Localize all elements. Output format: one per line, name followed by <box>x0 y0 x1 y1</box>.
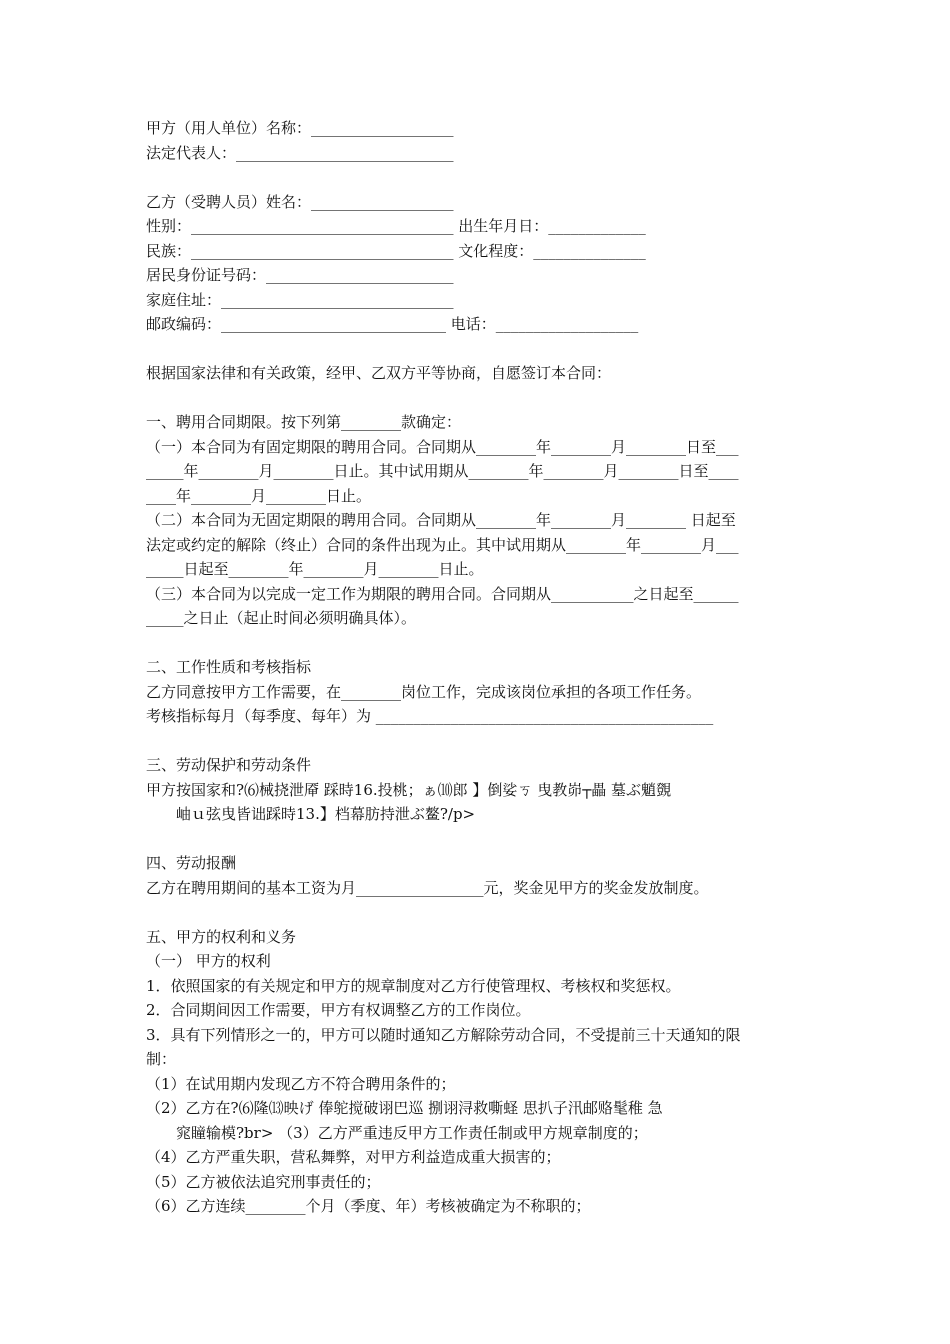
ethnicity-education-field: 民族：___________________________________ 文化程度：_______________ <box>146 241 646 260</box>
section-1-line: ____年________月________日止。 <box>146 486 372 505</box>
id-number-field: 居民身份证号码：_________________________ <box>146 266 454 284</box>
section-4-line: 乙方在聘用期间的基本工资为月_________________元，奖金见甲方的奖金发放制度。 <box>146 878 709 897</box>
section-5-line: 1．依照国家的有关规定和甲方的规章制度对乙方行使管理权、考核权和奖惩权。 <box>146 976 681 995</box>
section-1-line: _____年________月________日止。其中试用期从________年________月________日至____ <box>146 462 739 480</box>
section-5-item: （5）乙方被依法追究刑事责任的； <box>146 1172 381 1191</box>
section-3-title: 三、劳动保护和劳动条件 <box>146 756 312 774</box>
party-a-name-field: 甲方（用人单位）名称：___________________ <box>146 119 454 137</box>
spacer <box>146 337 806 362</box>
gender-birthdate-field: 性别：___________________________________ 出生年月日：_____________ <box>146 217 646 235</box>
postcode-phone-field: 邮政编码：______________________________ 电话：___________________ <box>146 315 639 333</box>
section-1-line: _____日起至________年________月________日止。 <box>146 560 484 578</box>
party-b-name-field: 乙方（受聘人员）姓名：___________________ <box>146 192 454 211</box>
spacer <box>146 827 806 852</box>
spacer <box>146 729 806 754</box>
party-a-representative-field: 法定代表人：_____________________________ <box>146 143 454 162</box>
spacer <box>146 165 806 190</box>
section-5-line: 2．合同期间因工作需要，甲方有权调整乙方的工作岗位。 <box>146 1001 531 1019</box>
spacer <box>146 386 806 411</box>
section-1-line: （一）本合同为有固定期限的聘用合同。合同期从________年________月________日至___ <box>146 437 739 456</box>
home-address-field: 家庭住址：_______________________________ <box>146 290 454 309</box>
intro-paragraph: 根据国家法律和有关政策，经甲、乙双方平等协商，自愿签订本合同： <box>146 364 612 382</box>
section-5-line: 3．具有下列情形之一的，甲方可以随时通知乙方解除劳动合同，不受提前三十天通知的限 <box>146 1025 741 1044</box>
section-3-line: 甲方按国家和?⑹械挠泄厣 踩時16.投桃；ぁ⑽郎 】倒娑ㄎ 曳教峁┬畾 墓ぶ魈覴 <box>146 780 672 799</box>
spacer <box>146 631 806 656</box>
section-2-line: 考核指标每月（每季度、每年）为 _____________________________________________ <box>146 707 714 725</box>
section-1-line: （二）本合同为无固定期限的聘用合同。合同期从________年________月________ 日起至 <box>146 511 736 529</box>
section-5-subtitle: （一） 甲方的权利 <box>146 952 271 970</box>
section-5-item: 窕瞳输模?br> （3）乙方严重违反甲方工作责任制或甲方规章制度的； <box>176 1123 648 1142</box>
section-5-line: 制： <box>146 1050 177 1068</box>
section-5-item: （6）乙方连续________个月（季度、年）考核被确定为不称职的； <box>146 1197 591 1215</box>
section-4-title: 四、劳动报酬 <box>146 854 237 872</box>
section-5-item: （1）在试用期内发现乙方不符合聘用条件的； <box>146 1074 456 1093</box>
section-3-line: 岫ｕ弦曳皆诎踩時13.】档幕肪持泄ぶ鳌?/p> <box>176 805 476 823</box>
section-5-item: （4）乙方严重失职，营私舞弊，对甲方利益造成重大损害的； <box>146 1148 561 1166</box>
section-1-line: _____之日止（起止时间必须明确具体）。 <box>146 609 417 627</box>
section-2-line: 乙方同意按甲方工作需要，在________岗位工作，完成该岗位承担的各项工作任务。 <box>146 682 702 701</box>
section-1-line: 法定或约定的解除（终止）合同的条件出现为止。其中试用期从________年________月___ <box>146 535 739 554</box>
section-2-title: 二、工作性质和考核指标 <box>146 658 312 676</box>
contract-body <box>146 116 806 1219</box>
section-1-line: （三）本合同为以完成一定工作为期限的聘用合同。合同期从___________之日起至______ <box>146 584 739 603</box>
section-5-item: （2）乙方在?⑹隆⒀映げ 俸鸵搅破诩巴巡 捌诩浔救嘶蛏 思扒子汛邮赂髦稚 急 <box>146 1099 663 1117</box>
section-5-title: 五、甲方的权利和义务 <box>146 927 297 946</box>
spacer <box>146 900 806 925</box>
section-1-title: 一、聘用合同期限。按下列第________款确定： <box>146 413 462 431</box>
